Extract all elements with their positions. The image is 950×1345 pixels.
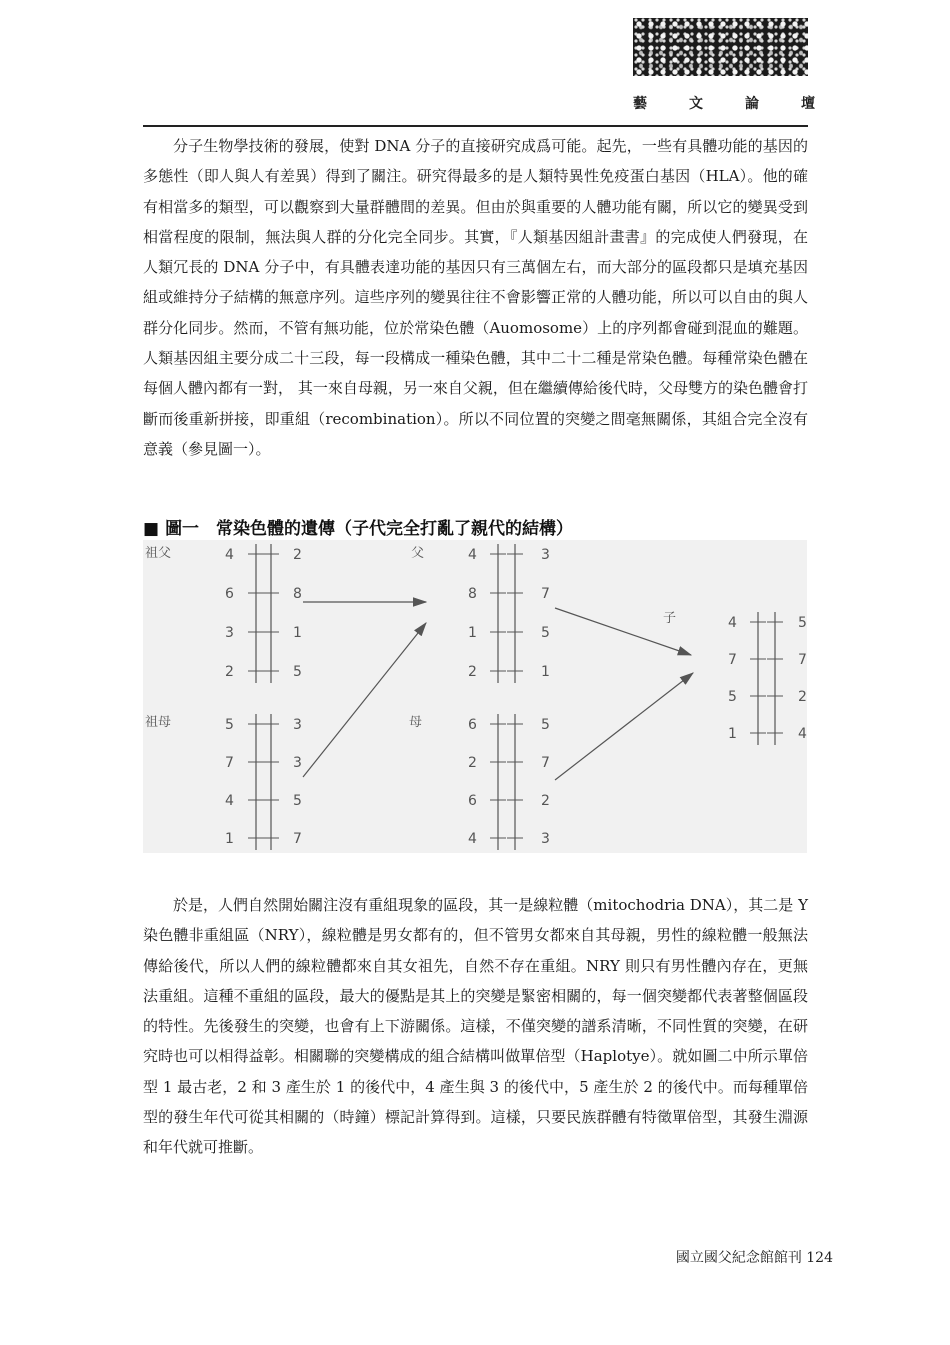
grandmother-right-marker: 5 xyxy=(293,793,302,809)
child-left-marker: 1 xyxy=(728,726,737,742)
grandfather-left-marker: 6 xyxy=(225,586,234,602)
caption-marker: ■ xyxy=(143,519,160,539)
section-label-char: 藝 xyxy=(633,96,647,112)
mother-left-marker: 6 xyxy=(468,717,477,733)
grandmother-left-marker: 5 xyxy=(225,717,234,733)
mother-right-marker: 2 xyxy=(541,793,550,809)
section-label-char: 論 xyxy=(745,96,759,112)
grandmother-right-marker: 3 xyxy=(293,717,302,733)
father-left-marker: 4 xyxy=(468,547,477,563)
child-left-marker: 7 xyxy=(728,652,737,668)
grandmother-label: 祖母 xyxy=(145,715,172,730)
mother-right-marker: 7 xyxy=(541,755,550,771)
mother-right-marker: 3 xyxy=(541,831,550,847)
father-left-marker: 8 xyxy=(468,586,477,602)
inheritance-arrow xyxy=(303,623,426,777)
child-right-marker: 2 xyxy=(798,689,807,705)
header-ornament-image xyxy=(633,18,808,76)
father-right-marker: 1 xyxy=(541,664,550,680)
child-left-marker: 5 xyxy=(728,689,737,705)
father-right-marker: 5 xyxy=(541,625,550,641)
father-right-marker: 7 xyxy=(541,586,550,602)
header-rule xyxy=(143,125,808,127)
child-right-marker: 7 xyxy=(798,652,807,668)
grandfather-right-marker: 5 xyxy=(293,664,302,680)
section-label-char: 文 xyxy=(689,96,703,112)
grandfather-right-marker: 8 xyxy=(293,586,302,602)
grandfather-label: 祖父 xyxy=(145,546,172,561)
grandfather-right-marker: 1 xyxy=(293,625,302,641)
body-paragraph-2: 於是，人們自然開始關注沒有重組現象的區段，其一是線粒體（mitochodria DNA），其二是 Y 染色體非重組區（NRY），線粒體是男女都有的，但不管男女都來自其母親，男性的線粒體一般無法傳給後代，所以人們的線粒體都來自其女祖先，自然不存在重組。NRY 則只有男性體內存在，更無法重組。這種不重組的區段，最大的優點是其上的突變是緊密相關的，每一個突變都代表著整個區段的特性。先後發生的突變，也會有上下游關係。這樣，不僅突變的譜系清晰，不同性質的突變，在研究時也可以相得益彰。相關聯的突變構成的組合結構叫做單倍型（Haplotye）。就如圖二中所示單倍型 1 最古老，2 和 3 產生於 1 的後代中，4 產生與 3 的後代中，5 產生於 2 的後代中。而每種單倍型的發生年代可從其相關的（時鐘）標記計算得到。這樣，只要民族群體有特徵單倍型，其發生淵源和年代就可推斷。 xyxy=(143,896,808,1157)
grandmother-left-marker: 1 xyxy=(225,831,234,847)
grandmother-left-marker: 7 xyxy=(225,755,234,771)
mother-right-marker: 5 xyxy=(541,717,550,733)
father-left-marker: 2 xyxy=(468,664,477,680)
mother-left-marker: 2 xyxy=(468,755,477,771)
mother-label: 母 xyxy=(409,715,423,730)
inheritance-arrow xyxy=(555,673,693,780)
father-right-marker: 3 xyxy=(541,547,550,563)
child-label: 子 xyxy=(663,611,677,626)
figure-caption xyxy=(143,514,573,539)
grandfather-right-marker: 2 xyxy=(293,547,302,563)
grandfather-left-marker: 2 xyxy=(225,664,234,680)
child-left-marker: 4 xyxy=(728,615,737,631)
grandfather-left-marker: 3 xyxy=(225,625,234,641)
child-right-marker: 5 xyxy=(798,615,807,631)
grandmother-right-marker: 7 xyxy=(293,831,302,847)
body-paragraph-1: 分子生物學技術的發展，使對 DNA 分子的直接研究成爲可能。起先，一些有具體功能的基因的多態性（即人與人有差異）得到了關注。研究得最多的是人類特異性免疫蛋白基因（HLA）。他的確有相當多的類型，可以觀察到大量群體間的差異。但由於與重要的人體功能有關，所以它的變異受到相當程度的限制，無法與人群的分化完全同步。其實，『人類基因組計畫書』的完成使人們發現，在人類冗長的 DNA 分子中，有具體表達功能的基因只有三萬個左右，而大部分的區段都只是填充基因組或維持分子結構的無意序列。這些序列的變異往往不會影響正常的人體功能，所以可以自由的與人群分化同步。然而，不管有無功能，位於常染色體（Auomosome）上的序列都會碰到混血的難題。人類基因組主要分成二十三段，每一段構成一種染色體，其中二十二種是常染色體。每種常染色體在每個人體內都有一對， 其一來自母親，另一來自父親，但在繼續傳給後代時，父母雙方的染色體會打斷而後重新拼接，即重組（recombination）。所以不同位置的突變之間毫無關係，其組合完全沒有意義（參見圖一）。 xyxy=(143,137,808,458)
inheritance-diagram xyxy=(143,540,807,853)
section-label-char: 壇 xyxy=(801,96,815,112)
father-left-marker: 1 xyxy=(468,625,477,641)
figure-1-diagram xyxy=(143,540,807,853)
father-label: 父 xyxy=(411,546,425,561)
grandmother-left-marker: 4 xyxy=(225,793,234,809)
section-label xyxy=(633,93,815,113)
grandfather-left-marker: 4 xyxy=(225,547,234,563)
mother-left-marker: 4 xyxy=(468,831,477,847)
caption-text: 圖一 常染色體的遺傳（子代完全打亂了親代的結構） xyxy=(165,519,574,539)
page-footer: 國立國父紀念館館刊 124 xyxy=(675,1250,833,1266)
child-right-marker: 4 xyxy=(798,726,807,742)
grandmother-right-marker: 3 xyxy=(293,755,302,771)
mother-left-marker: 6 xyxy=(468,793,477,809)
